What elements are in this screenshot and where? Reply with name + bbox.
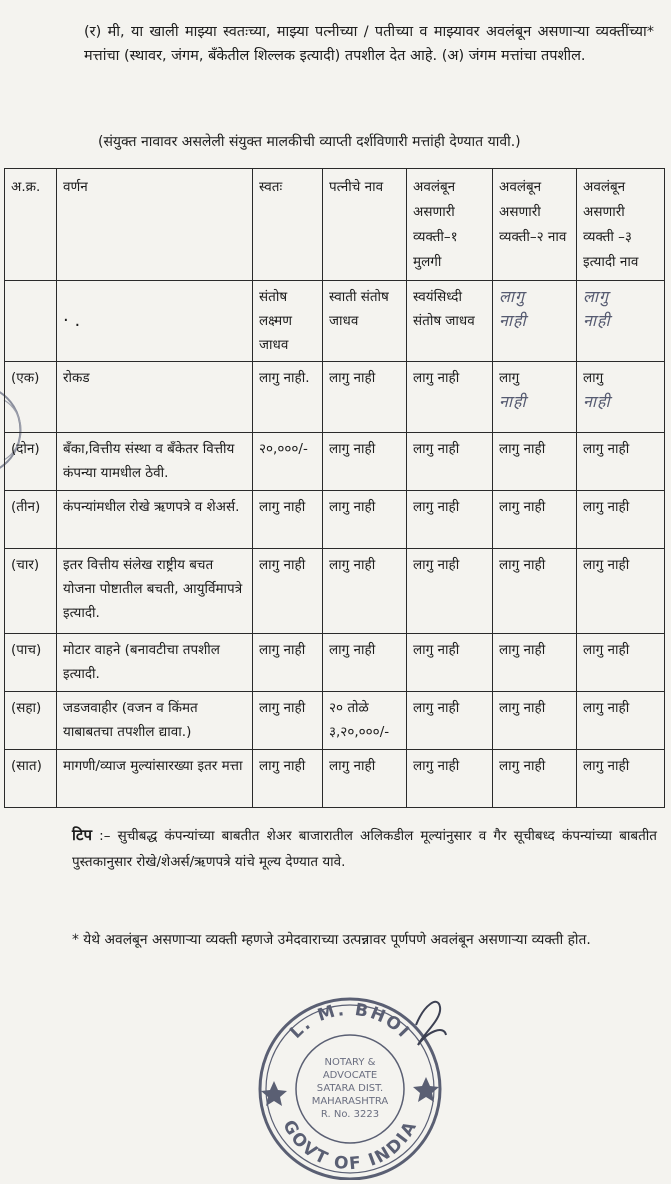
table-row (5, 433, 665, 491)
star-icon (413, 1077, 439, 1102)
name-dependent-2-handwritten (493, 281, 577, 362)
row-self: लागु नाही (253, 692, 323, 750)
row-dependent-1: लागु नाही (407, 433, 493, 491)
header-sr: अ.क्र. (5, 169, 57, 281)
printed-text: लागु (499, 370, 520, 386)
row-dependent-2: लागु नाही (493, 433, 577, 491)
row-description: कंपन्यांमधील रोखे ऋणपत्रे व शेअर्स. (57, 491, 253, 549)
printed-text: लागु (583, 370, 604, 386)
row-dependent-3: लागु नाही (577, 634, 665, 692)
row-spouse: लागु नाही (323, 362, 407, 433)
header-dependent-3: अवलंबून असणारी व्यक्ती –३ इत्यादी नाव (577, 169, 665, 281)
name-self: संतोष लक्ष्मण जाधव (253, 281, 323, 362)
row-description: रोकड (57, 362, 253, 433)
seal-line: NOTARY & (324, 1057, 376, 1068)
seal-line: SATARA DIST. (316, 1083, 384, 1094)
table-row (5, 692, 665, 750)
row-dependent-2: लागु नाही (493, 750, 577, 808)
seal-top-text: L. M. BHOI (286, 999, 415, 1043)
table-header-row (5, 169, 665, 281)
row-spouse: २० तोळे ३,२०,०००/- (323, 692, 407, 750)
row-dependent-1: लागु नाही (407, 549, 493, 634)
seal-line: ADVOCATE (322, 1070, 378, 1081)
row-dependent-2: लागु नाही (493, 634, 577, 692)
row-dependent-3: लागु नाही (577, 433, 665, 491)
row-dependent-3 (577, 362, 665, 433)
row-sr: (दोन) (5, 433, 57, 491)
row-dependent-3: लागु नाही (577, 750, 665, 808)
table-row (5, 634, 665, 692)
seal-bottom-text: GOVT OF INDIA (278, 1116, 422, 1175)
row-dependent-3: लागु नाही (577, 692, 665, 750)
dependent-footnote: * येथे अवलंबून असणाऱ्या व्यक्ती म्हणजे उमेदवाराच्या उत्पन्नावर पूर्णपणे अवलंबून असणाऱ्या व्यक्ती होत. (72, 932, 591, 948)
row-sr: (पाच) (5, 634, 57, 692)
row-sr: (सहा) (5, 692, 57, 750)
tip-note (72, 822, 657, 875)
header-self: स्वतः (253, 169, 323, 281)
name-dependent-1: स्वयंसिध्दी संतोष जाधव (407, 281, 493, 362)
row-description: मागणी/व्याज मुल्यांसारख्या इतर मत्ता (57, 750, 253, 808)
handwritten-text: नाही (499, 392, 527, 411)
row-dependent-1: लागु नाही (407, 362, 493, 433)
row-dependent-1: लागु नाही (407, 692, 493, 750)
names-sr-empty (5, 281, 57, 362)
movable-assets-table (4, 168, 665, 808)
joint-ownership-note: (संयुक्त नावावर असलेली संयुक्त मालकीची व्याप्ती दर्शविणारी मत्तांही देण्यात यावी.) (98, 134, 521, 150)
handwritten-text: लागु (499, 287, 526, 306)
star-icon (261, 1081, 287, 1106)
table-row (5, 491, 665, 549)
row-dependent-1: लागु नाही (407, 750, 493, 808)
row-self: लागु नाही (253, 549, 323, 634)
row-dependent-3: लागु नाही (577, 549, 665, 634)
row-sr: (सात) (5, 750, 57, 808)
row-dependent-2: लागु नाही (493, 549, 577, 634)
intro-paragraph: (र) मी, या खाली माझ्या स्वतःच्या, माझ्या पत्नीच्या / पतीच्या व माझ्यावर अवलंबून असणाऱ्या व्यक्तींच्या* मत्तांचा (स्थावर, जंगम, बँकेतील शिल्लक इत्यादी) तपशील देत आहे. (अ) जंगम मत्तांचा तपशील. (84, 24, 654, 64)
row-sr: (चार) (5, 549, 57, 634)
row-sr: (एक) (5, 362, 57, 433)
names-description-mark: · . (57, 281, 253, 362)
row-dependent-2 (493, 362, 577, 433)
header-dependent-2: अवलंबून असणारी व्यक्ती–२ नाव (493, 169, 577, 281)
header-description: वर्णन (57, 169, 253, 281)
handwritten-text: लागु (583, 287, 610, 306)
seal-line: MAHARASHTRA (311, 1096, 389, 1107)
row-dependent-1: लागु नाही (407, 491, 493, 549)
row-self: लागु नाही (253, 634, 323, 692)
row-description: जडजवाहीर (वजन व किंमत याबाबतचा तपशील द्यावा.) (57, 692, 253, 750)
row-spouse: लागु नाही (323, 750, 407, 808)
handwritten-text: नाही (499, 311, 527, 330)
row-dependent-2: लागु नाही (493, 692, 577, 750)
row-description: मोटार वाहने (बनावटीचा तपशील इत्यादी. (57, 634, 253, 692)
row-spouse: लागु नाही (323, 549, 407, 634)
row-self: लागु नाही. (253, 362, 323, 433)
name-spouse: स्वाती संतोष जाधव (323, 281, 407, 362)
row-spouse: लागु नाही (323, 491, 407, 549)
row-spouse: लागु नाही (323, 433, 407, 491)
row-self: २०,०००/- (253, 433, 323, 491)
table-names-row (5, 281, 665, 362)
row-dependent-3: लागु नाही (577, 491, 665, 549)
signature-mark (416, 1002, 446, 1045)
header-spouse: पत्नीचे नाव (323, 169, 407, 281)
row-sr: (तीन) (5, 491, 57, 549)
row-spouse: लागु नाही (323, 634, 407, 692)
row-self: लागु नाही (253, 750, 323, 808)
row-dependent-1: लागु नाही (407, 634, 493, 692)
table-row (5, 549, 665, 634)
table-row (5, 750, 665, 808)
table-row (5, 362, 665, 433)
seal-line: R. No. 3223 (320, 1109, 380, 1120)
handwritten-text: नाही (583, 392, 611, 411)
handwritten-text: नाही (583, 311, 611, 330)
name-dependent-3-handwritten (577, 281, 665, 362)
row-description: बँका,वित्तीय संस्था व बँकेतर वित्तीय कंपन्या यामधील ठेवी. (57, 433, 253, 491)
header-dependent-1: अवलंबून असणारी व्यक्ती–१ मुलगी (407, 169, 493, 281)
tip-text: :– सुचीबद्ध कंपन्यांच्या बाबतीत शेअर बाजारातील अलिकडील मूल्यांनुसार व गैर सूचीबध्द कंपन्यांच्या बाबतीत पुस्तकानुसार रोखे/शेअर्स/ऋणपत्रे यांचे मूल्य देण्यात यावे. (72, 828, 657, 870)
row-self: लागु नाही (253, 491, 323, 549)
row-dependent-2: लागु नाही (493, 491, 577, 549)
row-description: इतर वित्तीय संलेख राष्ट्रीय बचत योजना पोष्टातील बचती, आयुर्विमापत्रे इत्यादी. (57, 549, 253, 634)
tip-label: टिप (72, 826, 92, 844)
notary-seal (248, 985, 453, 1180)
